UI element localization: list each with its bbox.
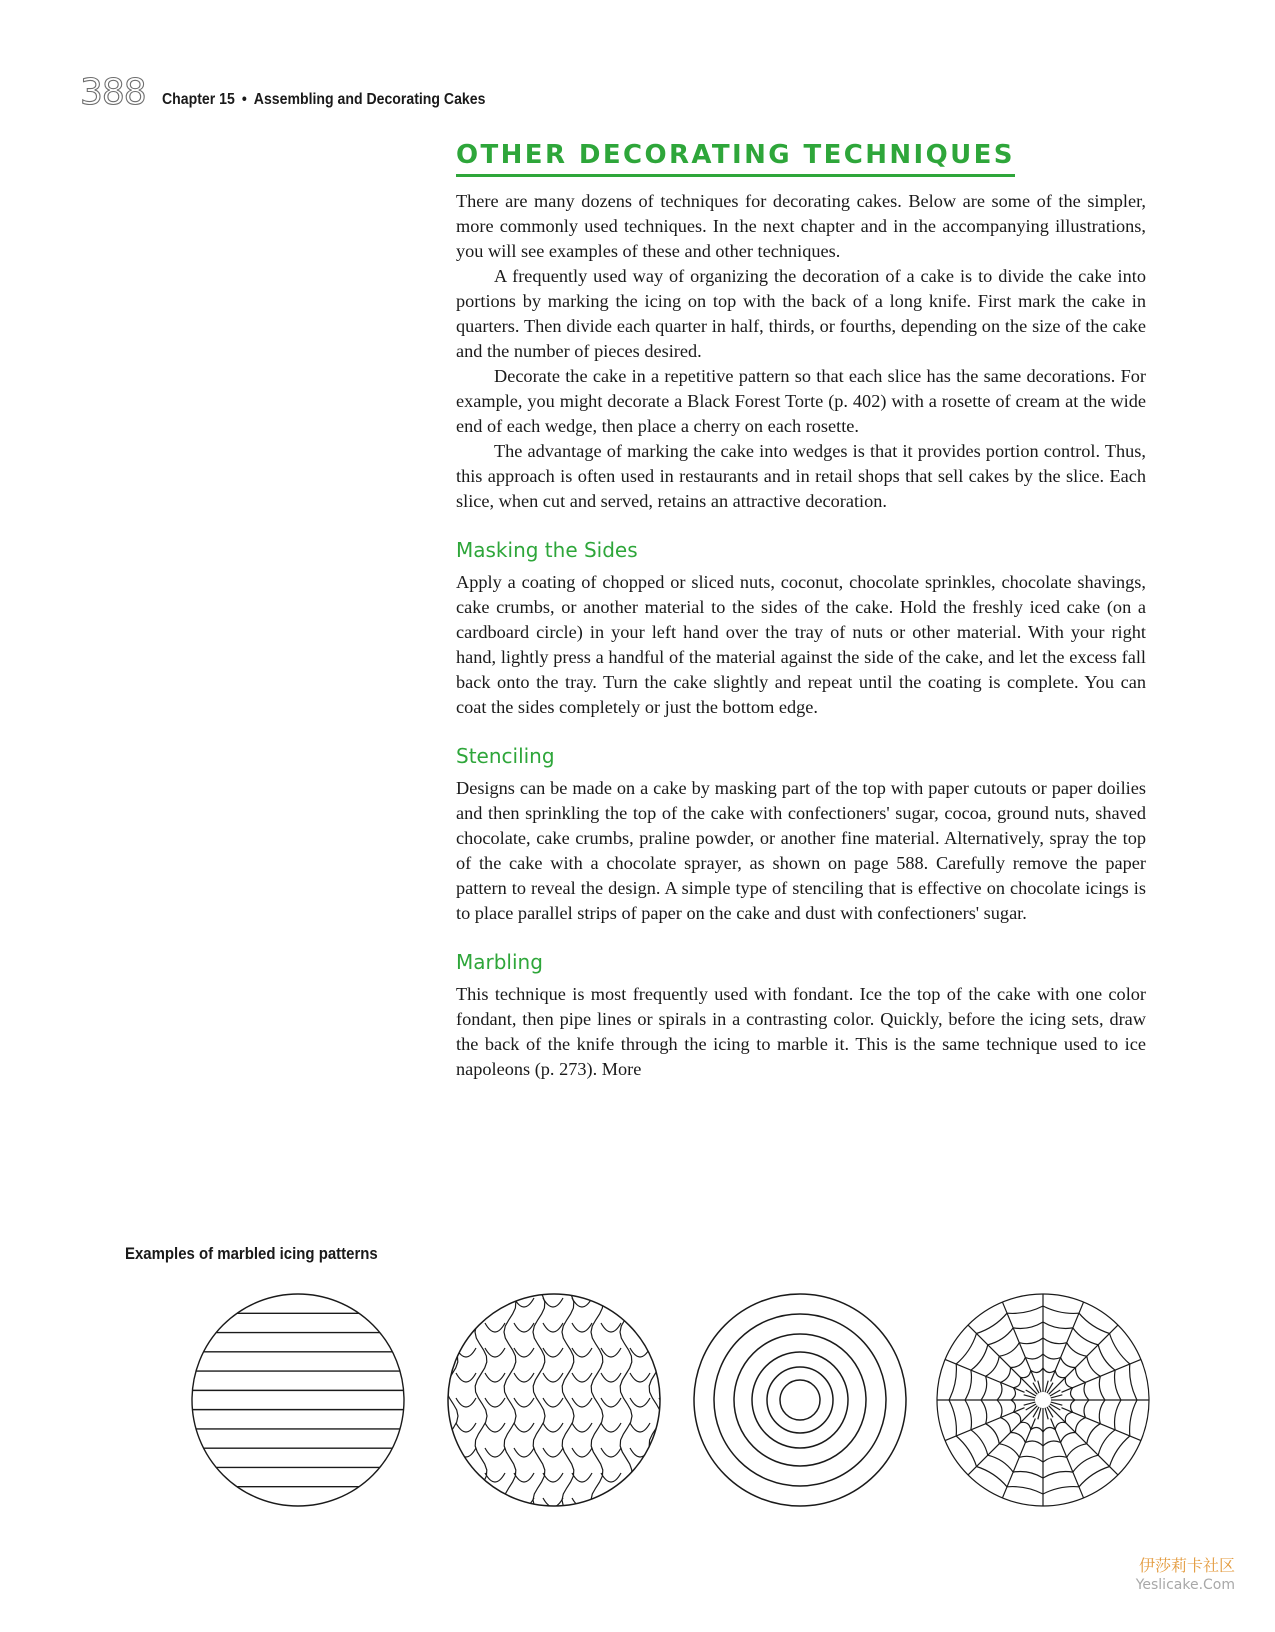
- pattern-parallel-lines: [188, 1290, 408, 1510]
- intro-paragraph: A frequently used way of organizing the decoration of a cake is to divide the cake into portions by marking the icing on top with the back of a long knife. First mark the cake in quarters. Then divide each quarter in half, thirds, or fourths, depending on the size of the cake and the number of pieces desired.: [456, 266, 1146, 361]
- main-content: [456, 140, 1146, 1082]
- section-title: OTHER DECORATING TECHNIQUES: [456, 140, 1015, 177]
- marbling-paragraph: This technique is most frequently used with fondant. Ice the top of the cake with one color fondant, then pipe lines or spirals in a contrasting color. Quickly, before the icing sets, draw the back of the knife through the icing to marble it. This is the same technique used to ice napoleons (p. 273). More: [456, 984, 1146, 1079]
- chapter-label: Chapter 15: [161, 91, 235, 108]
- intro-paragraph: The advantage of marking the cake into wedges is that it provides portion control. Thus, this approach is often used in restaurants and in retail shops that sell cakes by the slice. Each slice, when cut and served, retains an attractive decoration.: [456, 441, 1146, 511]
- chapter-title: Assembling and Decorating Cakes: [253, 91, 486, 108]
- intro-paragraph: There are many dozens of techniques for decorating cakes. Below are some of the simpler, more commonly used techniques. In the next chapter and in the accompanying illustrations, you will see examples of these and other techniques.: [456, 191, 1146, 261]
- marbling-figure: [0, 1290, 1275, 1520]
- masking-paragraph: Apply a coating of chopped or sliced nuts, coconut, chocolate sprinkles, chocolate shavings, cake crumbs, or another material to the sides of the cake. Hold the freshly iced cake (on a cardboard circle) in your left hand over the tray of nuts or other material. With your right hand, lightly press a handful of the material against the side of the cake, and let the excess fall back onto the tray. Turn the cake slightly and repeat until the coating is complete. You can coat the sides completely or just the bottom edge.: [456, 572, 1146, 717]
- intro-section: [456, 189, 1146, 514]
- pattern-feathered-chevrons: [444, 1290, 664, 1510]
- figure-caption: Examples of marbled icing patterns: [125, 1244, 378, 1263]
- stenciling-heading: Stenciling: [456, 744, 555, 768]
- watermark: [1136, 1556, 1235, 1594]
- page-number: 388: [80, 72, 146, 113]
- running-header: [80, 72, 529, 112]
- watermark-url: Yeslicake.Com: [1135, 1577, 1235, 1593]
- marbling-heading: Marbling: [456, 950, 543, 974]
- intro-paragraph: Decorate the cake in a repetitive pattern so that each slice has the same decorations. For example, you might decorate a Black Forest Torte (p. 402) with a rosette of cream at the wide end of each wedge, then place a cherry on each rosette.: [456, 366, 1146, 436]
- pattern-concentric-rings: [690, 1290, 910, 1510]
- masking-heading: Masking the Sides: [456, 538, 638, 562]
- header-bullet: •: [241, 91, 247, 108]
- watermark-chinese: 伊莎莉卡社区: [1138, 1556, 1235, 1575]
- pattern-spider-web: [933, 1290, 1153, 1510]
- stenciling-paragraph: Designs can be made on a cake by masking part of the top with paper cutouts or paper doilies and then sprinkling the top of the cake with confectioners' sugar, cocoa, ground nuts, shaved chocolate, cake crumbs, praline powder, or another fine material. Alternatively, spray the top of the cake with a chocolate sprayer, as shown on page 588. Carefully remove the paper pattern to reveal the design. A simple type of stenciling that is effective on chocolate icings is to place parallel strips of paper on the cake and dust with confectioners' sugar.: [456, 778, 1146, 923]
- running-head: [162, 91, 485, 109]
